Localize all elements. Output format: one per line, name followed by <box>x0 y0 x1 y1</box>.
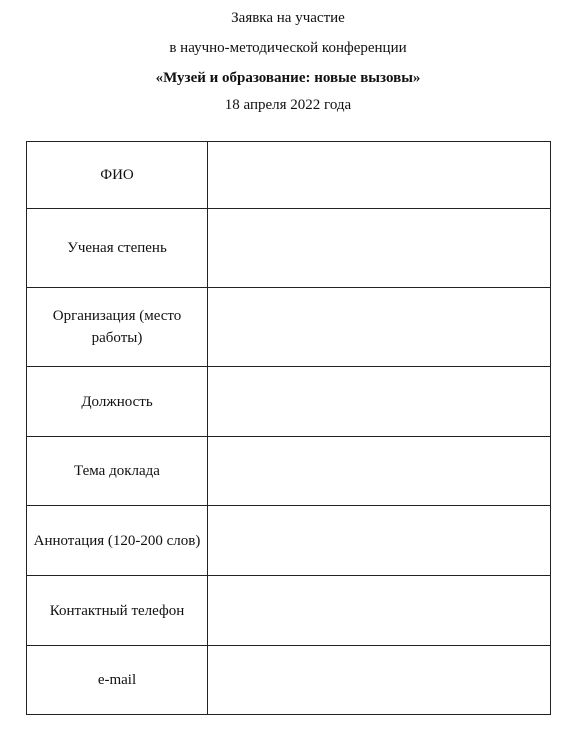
abstract-field[interactable] <box>208 506 551 576</box>
phone-field[interactable] <box>208 576 551 646</box>
form-row-email <box>27 646 551 715</box>
form-row-abstract <box>27 506 551 576</box>
conference-date: 18 апреля 2022 года <box>224 97 352 113</box>
row-label: Организация (место работы) <box>27 288 208 367</box>
form-row-phone <box>27 576 551 646</box>
row-label: Тема доклада <box>27 437 208 506</box>
conference-name: «Музей и образование: новые вызовы» <box>155 70 421 86</box>
row-label: ФИО <box>27 142 208 209</box>
form-row-organization <box>27 288 551 367</box>
organization-field[interactable] <box>208 288 551 367</box>
form-row-degree <box>27 209 551 288</box>
form-row-position <box>27 367 551 437</box>
email-field[interactable] <box>208 646 551 715</box>
header-subtitle: в научно-методической конференции <box>169 40 407 56</box>
row-label: e-mail <box>27 646 208 715</box>
fio-field[interactable] <box>208 142 551 209</box>
position-field[interactable] <box>208 367 551 437</box>
row-label: Аннотация (120-200 слов) <box>27 506 208 576</box>
form-row-fio <box>27 142 551 209</box>
topic-field[interactable] <box>208 437 551 506</box>
header-title: Заявка на участие <box>231 10 345 26</box>
form-row-topic <box>27 437 551 506</box>
application-form-table <box>26 141 551 715</box>
row-label: Должность <box>27 367 208 437</box>
row-label: Ученая степень <box>27 209 208 288</box>
degree-field[interactable] <box>208 209 551 288</box>
row-label: Контактный телефон <box>27 576 208 646</box>
